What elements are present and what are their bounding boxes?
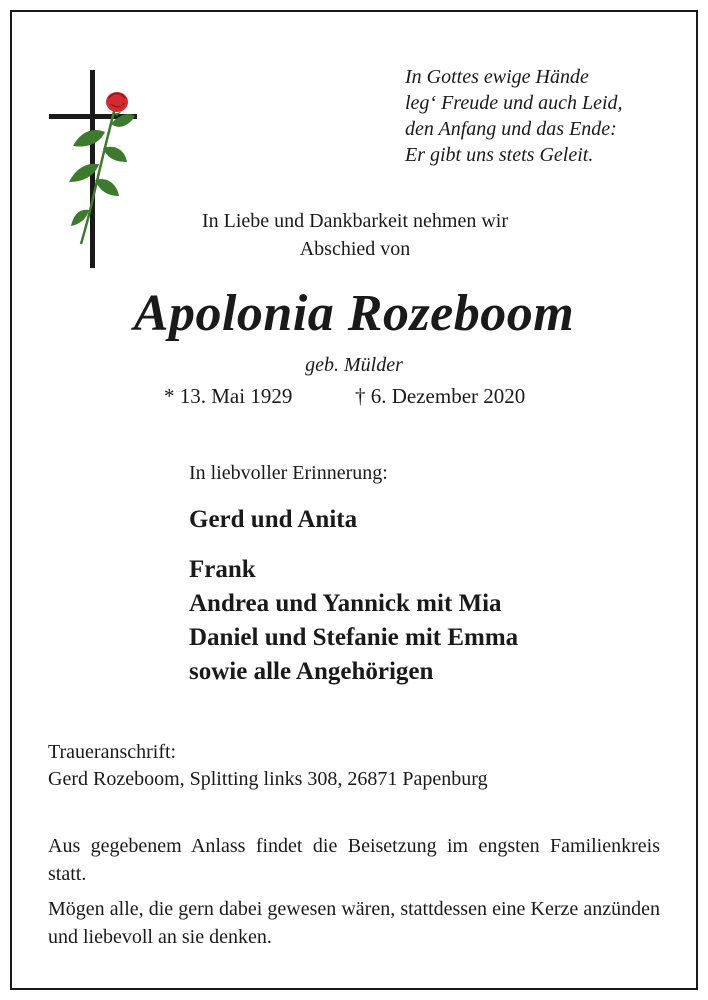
death-date: † 6. Dezember 2020 (355, 384, 526, 408)
mourner-line: Frank (189, 556, 256, 583)
candle-notice: Mögen alle, die gern dabei gewesen wären, stattdessen eine Kerze anzünden und liebevoll an sie denken. (48, 898, 660, 948)
poem (405, 64, 623, 168)
mourner-line: Daniel und Stefanie mit Emma (189, 624, 519, 651)
intro-line-1: In Liebe und Dankbarkeit nehmen wir (201, 210, 508, 232)
mourner-group-2 (189, 553, 518, 689)
mourner-group-1: Gerd und Anita (189, 506, 358, 533)
poem-line: leg‘ Freude und auch Leid, (405, 92, 623, 114)
address-label: Traueranschrift: (48, 741, 177, 763)
memory-heading: In liebvoller Erinnerung: (189, 462, 388, 484)
mourner-line: Andrea und Yannick mit Mia (189, 590, 502, 617)
deceased-name: Apolonia Rozeboom (133, 285, 575, 342)
maiden-name: geb. Mülder (305, 354, 403, 376)
cross-with-rose-icon (45, 68, 145, 270)
poem-line: den Anfang und das Ende: (405, 118, 617, 140)
mourner-line: sowie alle Angehörigen (189, 658, 434, 685)
poem-line: Er gibt uns stets Geleit. (405, 144, 594, 166)
intro-line-2: Abschied von (299, 238, 411, 260)
poem-line: In Gottes ewige Hände (405, 66, 589, 88)
address-value: Gerd Rozeboom, Splitting links 308, 26871 Papenburg (48, 768, 488, 790)
burial-notice: Aus gegebenem Anlass findet die Beisetzung im engsten Familienkreis statt. (48, 835, 660, 885)
birth-date: * 13. Mai 1929 (164, 384, 293, 408)
